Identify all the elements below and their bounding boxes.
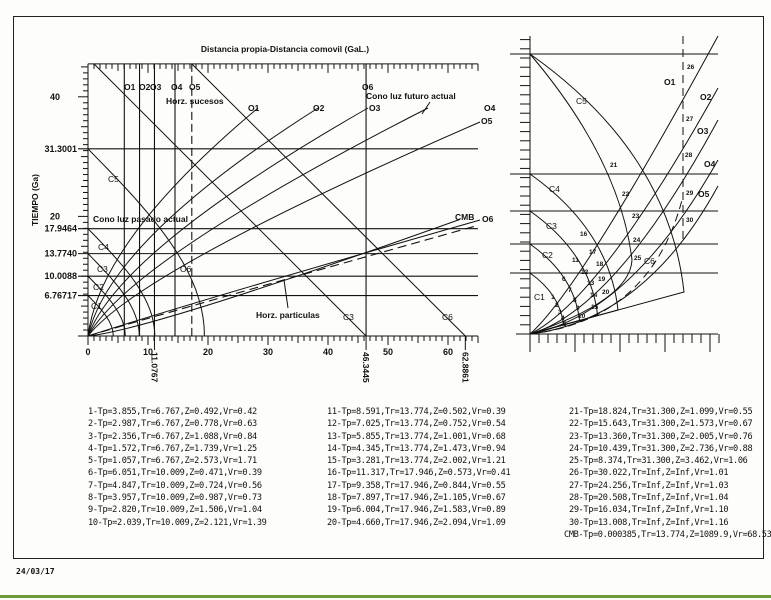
right-observer-label-O5: O5 bbox=[698, 189, 710, 199]
cone-label-C1: C1 bbox=[91, 301, 102, 311]
event-horizon-label: Horz. sucesos bbox=[166, 96, 224, 106]
observer-label-O4: O4 bbox=[484, 103, 496, 113]
right-cone-label-C1: C1 bbox=[534, 292, 545, 302]
table-row: 14-Tp=4.345,Tr=13.774,Z=1.473,Vr=0.94 bbox=[327, 443, 506, 454]
cone-label-C3: C3 bbox=[97, 264, 108, 274]
left-chart bbox=[30, 44, 496, 383]
table-row: 30-Tp=13.008,Tr=Inf,Z=Inf,Vr=1.16 bbox=[569, 517, 729, 528]
observer-label-O2: O2 bbox=[313, 103, 325, 113]
table-row: 26-Tp=30.022,Tr=Inf,Z=Inf,Vr=1.01 bbox=[569, 468, 729, 479]
y-axis-label: TIEMPO (Ga) bbox=[30, 174, 40, 226]
table-column-2 bbox=[327, 406, 510, 529]
right-cone-label-C4: C4 bbox=[549, 184, 560, 194]
table-row: 25-Tp=8.374,Tr=31.300,Z=3.462,Vr=1.06 bbox=[569, 456, 748, 467]
table-row: 23-Tp=13.360,Tr=31.300,Z=2.005,Vr=0.76 bbox=[569, 431, 753, 442]
event-point-label: 23 bbox=[632, 213, 640, 220]
table-row: 20-Tp=4.660,Tr=17.946,Z=2.094,Vr=1.09 bbox=[327, 517, 506, 528]
table-row: 8-Tp=3.957,Tr=10.009,Z=0.987,Vr=0.73 bbox=[88, 493, 262, 504]
table-column-3 bbox=[564, 406, 771, 541]
table-row: 28-Tp=20.508,Tr=Inf,Z=Inf,Vr=1.04 bbox=[569, 493, 729, 504]
right-cone-label-C5: C5 bbox=[576, 96, 587, 106]
event-point-label: 28 bbox=[685, 152, 693, 159]
cone-label-C4: C4 bbox=[98, 242, 109, 252]
table-row: 29-Tp=16.034,Tr=Inf,Z=Inf,Vr=1.10 bbox=[569, 505, 729, 516]
table-row: 11-Tp=8.591,Tr=13.774,Z=0.502,Vr=0.39 bbox=[327, 407, 506, 417]
x-special-label: 11.0767 bbox=[149, 352, 160, 383]
table-row: 3-Tp=2.356,Tr=6.767,Z=1.088,Vr=0.84 bbox=[88, 431, 257, 442]
observer-top-label: O6 bbox=[362, 82, 374, 92]
x-tick-label: 50 bbox=[382, 347, 394, 357]
cone-label-C2: C2 bbox=[93, 282, 104, 292]
event-point-label: 4 bbox=[561, 315, 565, 322]
event-point-label: 22 bbox=[622, 191, 630, 198]
event-point-label: 30 bbox=[686, 217, 694, 224]
observer-top-label: O4 bbox=[171, 82, 183, 92]
table-row: 12-Tp=7.025,Tr=13.774,Z=0.752,Vr=0.54 bbox=[327, 419, 506, 430]
past-cone-label: Cono luz pasado actual bbox=[93, 214, 188, 224]
x-tick-label: 0 bbox=[85, 347, 91, 357]
event-point-label: 17 bbox=[589, 249, 597, 256]
right-cone-label-C6: C6 bbox=[644, 256, 655, 266]
table-column-1 bbox=[88, 406, 266, 529]
table-row: 16-Tp=11.317,Tr=17.946,Z=0.573,Vr=0.41 bbox=[327, 468, 511, 479]
y-tick-label: 20 bbox=[49, 211, 60, 222]
observer-label-O5: O5 bbox=[481, 116, 493, 126]
table-row: 6-Tp=6.051,Tr=10.009,Z=0.471,Vr=0.39 bbox=[88, 468, 262, 479]
event-point-label: 13 bbox=[587, 280, 595, 287]
x-tick-label: 40 bbox=[322, 347, 334, 357]
cone-label-C6: C6 bbox=[442, 312, 453, 322]
event-point-label: 2 bbox=[555, 302, 559, 309]
observer-top-label: O2 bbox=[139, 82, 151, 92]
observer-label-O3: O3 bbox=[369, 103, 381, 113]
right-chart bbox=[510, 36, 719, 352]
particle-horizon-pointer bbox=[284, 280, 288, 308]
event-point-label: 1 bbox=[551, 294, 555, 301]
table-row: 19-Tp=6.004,Tr=17.946,Z=1.583,Vr=0.89 bbox=[327, 505, 506, 516]
observer-top-label: O5 bbox=[189, 82, 201, 92]
event-point-label: 9 bbox=[576, 305, 580, 312]
right-observer-label-O2: O2 bbox=[700, 92, 712, 102]
event-point-label: 21 bbox=[610, 162, 618, 169]
event-point-label: 19 bbox=[598, 276, 606, 283]
event-point-label: 24 bbox=[633, 237, 641, 244]
table-row: 15-Tp=3.281,Tr=13.774,Z=2.002,Vr=1.21 bbox=[327, 456, 506, 467]
table-row: 24-Tp=10.439,Tr=31.300,Z=2.736,Vr=0.88 bbox=[569, 443, 753, 454]
table-row: 5-Tp=1.057,Tr=6.767,Z=2.573,Vr=1.71 bbox=[88, 456, 257, 467]
table-row: 1-Tp=3.855,Tr=6.767,Z=0.492,Vr=0.42 bbox=[88, 407, 257, 417]
right-cone-label-C2: C2 bbox=[542, 250, 553, 260]
x-tick-label: 10 bbox=[142, 347, 154, 357]
x-tick-label: 20 bbox=[202, 347, 214, 357]
table-row: 13-Tp=5.855,Tr=13.774,Z=1.001,Vr=0.68 bbox=[327, 431, 506, 442]
x-special-label: 46.3445 bbox=[361, 352, 372, 383]
observer-top-label: O1 bbox=[124, 82, 136, 92]
table-row: 10-Tp=2.039,Tr=10.009,Z=2.121,Vr=1.39 bbox=[88, 517, 267, 528]
right-observer-label-O1: O1 bbox=[664, 77, 676, 87]
future-cone-label: Cono luz futuro actual bbox=[366, 91, 456, 101]
event-point-label: 7 bbox=[568, 287, 572, 294]
table-row: 4-Tp=1.572,Tr=6.767,Z=1.739,Vr=1.25 bbox=[88, 443, 257, 454]
observer-label-O6: O6 bbox=[482, 214, 494, 224]
y-special-label: 10.0088 bbox=[44, 271, 77, 282]
x-tick-label: 60 bbox=[442, 347, 454, 357]
table-row: 7-Tp=4.847,Tr=10.009,Z=0.724,Vr=0.56 bbox=[88, 480, 262, 491]
table-row-cmb: CMB-Tp=0.000385,Tr=13.774,Z=1089.9,Vr=68.53 bbox=[564, 529, 771, 540]
event-point-label: 15 bbox=[591, 304, 599, 311]
event-point-label: 6 bbox=[562, 276, 566, 283]
y-special-label: 13.7740 bbox=[44, 248, 77, 259]
right-observer-label-O3: O3 bbox=[697, 126, 709, 136]
event-point-label: 25 bbox=[634, 255, 642, 262]
observer-top-label: O3 bbox=[150, 82, 162, 92]
y-special-label: 31.3001 bbox=[44, 143, 77, 154]
event-point-label: 14 bbox=[590, 292, 598, 299]
event-point-label: 11 bbox=[572, 257, 579, 264]
event-point-label: 5 bbox=[563, 321, 567, 328]
table-row: 2-Tp=2.987,Tr=6.767,Z=0.778,Vr=0.63 bbox=[88, 419, 257, 430]
event-point-label: 10 bbox=[578, 313, 586, 320]
event-point-label: 12 bbox=[581, 269, 589, 276]
table-row: 18-Tp=7.897,Tr=17.946,Z=1.105,Vr=0.67 bbox=[327, 493, 506, 504]
event-point-label: 29 bbox=[686, 190, 694, 197]
table-row: 17-Tp=9.358,Tr=17.946,Z=0.844,Vr=0.55 bbox=[327, 480, 506, 491]
particle-horizon-label: Horz. particulas bbox=[256, 310, 320, 320]
print-date: 24/03/17 bbox=[16, 567, 55, 576]
table-row: 22-Tp=15.643,Tr=31.300,Z=1.573,Vr=0.67 bbox=[569, 419, 753, 430]
future-cone-pointer bbox=[422, 102, 430, 114]
right-observer-label-O4: O4 bbox=[704, 159, 716, 169]
bottom-border-line bbox=[0, 595, 771, 598]
event-point-label: 18 bbox=[596, 261, 604, 268]
table-row: 21-Tp=18.824,Tr=31.300,Z=1.099,Vr=0.55 bbox=[569, 407, 753, 417]
observer-label-O6-small: O6 bbox=[180, 264, 192, 274]
y-special-label: 6.76717 bbox=[44, 290, 77, 301]
cone-label-C5: C5 bbox=[108, 174, 119, 184]
event-point-label: 16 bbox=[580, 231, 588, 238]
event-point-label: 3 bbox=[558, 309, 562, 316]
x-tick-label: 30 bbox=[262, 347, 274, 357]
cmb-label: CMB bbox=[455, 212, 475, 222]
chart-title: Distancia propia-Distancia comovil (GaL.) bbox=[200, 44, 370, 54]
table-row: 27-Tp=24.256,Tr=Inf,Z=Inf,Vr=1.03 bbox=[569, 480, 729, 491]
event-point-label: 8 bbox=[573, 297, 577, 304]
x-special-label: 62.8861 bbox=[460, 352, 471, 383]
cone-label-C3: C3 bbox=[343, 312, 354, 322]
observer-label-O1: O1 bbox=[248, 103, 260, 113]
right-cone-label-C3: C3 bbox=[546, 221, 557, 231]
event-point-label: 20 bbox=[602, 289, 610, 296]
event-point-label: 26 bbox=[687, 64, 695, 71]
event-point-label: 27 bbox=[686, 116, 694, 123]
table-row: 9-Tp=2.820,Tr=10.009,Z=1.506,Vr=1.04 bbox=[88, 505, 262, 516]
y-tick-label: 40 bbox=[49, 91, 60, 102]
y-special-label: 17.9464 bbox=[44, 223, 77, 234]
